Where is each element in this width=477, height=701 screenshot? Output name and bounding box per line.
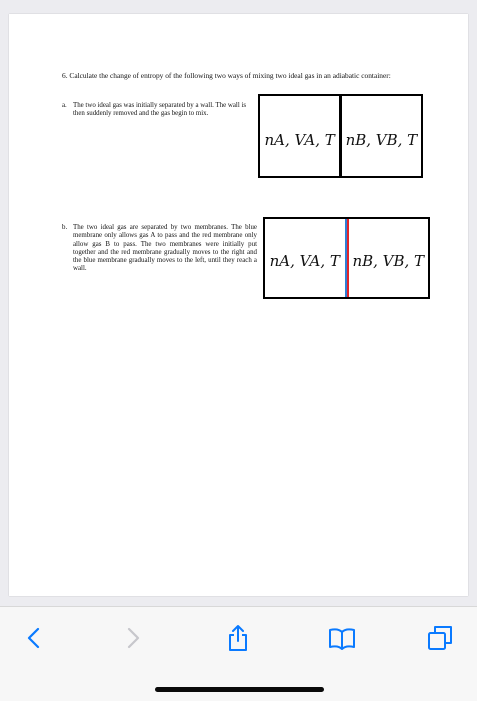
document-page [9,14,468,596]
question-title: 6. Calculate the change of entropy of the following two ways of mixing two ideal gas in an adiabatic container: [62,71,391,80]
share-icon[interactable] [223,623,253,653]
part-a [62,102,254,119]
part-b [62,224,257,274]
container-diagram-a [258,94,423,178]
forward-chevron-icon[interactable] [118,623,148,653]
gas-b-label: nB, VB, T [352,252,425,270]
part-a-text: The two ideal gas was initially separated by a wall. The wall is then suddenly removed and the gas begin to mix. [73,102,247,118]
bookmarks-icon[interactable] [327,623,357,653]
back-chevron-icon[interactable] [19,623,49,653]
part-a-marker: a. [62,102,67,109]
gas-b-label: nB, VB, T [345,131,418,149]
gas-a-label: nA, VA, T [269,252,340,270]
container-diagram-b [263,217,430,299]
tabs-icon[interactable] [425,623,455,653]
gas-a-label: nA, VA, T [264,131,335,149]
part-b-text: The two ideal gas are separated by two membranes. The blue membrane only allows gas A to pass and the red membrane only allow gas B to pass. The two membranes were initially put together and the red membrane gradually moves to the right and the blue membrane gradually moves to the left, until they reach a wall. [73,224,257,273]
home-indicator[interactable] [155,687,324,692]
browser-toolbar [0,606,477,701]
part-b-marker: b. [62,224,68,231]
